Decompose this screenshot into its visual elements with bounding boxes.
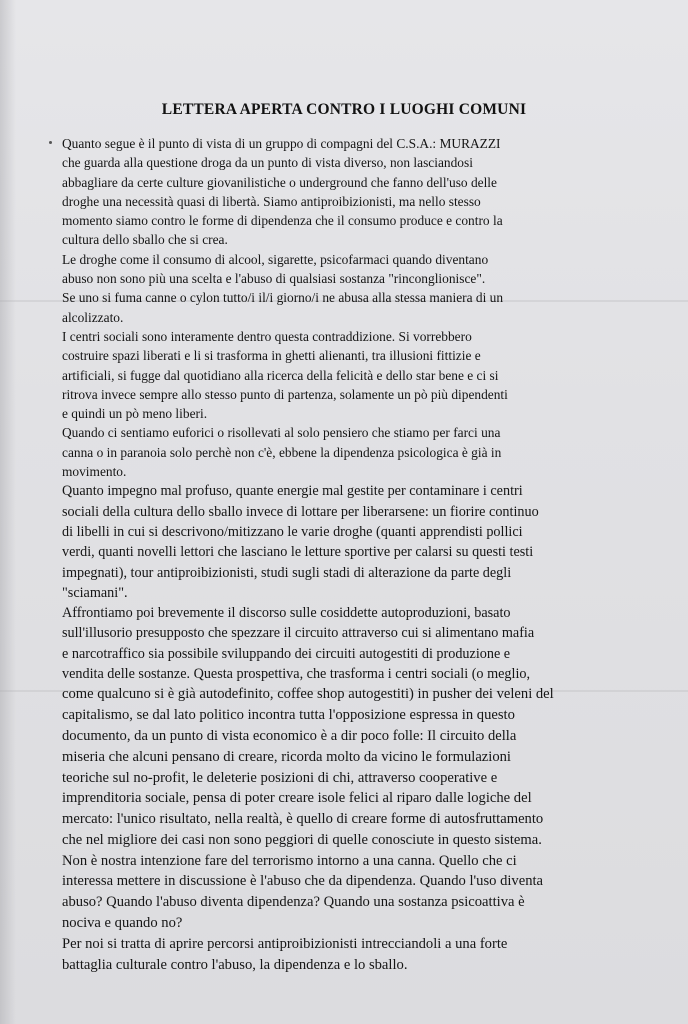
text-line: "sciamani".	[62, 584, 128, 601]
text-line: verdi, quanti novelli lettori che lasciano le letture sportive per calarsi su questi testi	[62, 544, 534, 561]
text-line: momento siamo contro le forme di dipendenza che il consumo produce e contro la	[62, 213, 503, 229]
text-line: teoriche sul no-profit, le deleterie posizioni di chi, attraverso cooperative e	[62, 769, 498, 786]
text-line: Per noi si tratta di aprire percorsi antiproibizionisti intrecciandoli a una forte	[62, 935, 508, 952]
text-line: battaglia culturale contro l'abuso, la dipendenza e lo sballo.	[62, 956, 408, 973]
text-line: I centri sociali sono interamente dentro questa contraddizione. Si vorrebbero	[62, 328, 472, 344]
text-line: imprenditoria sociale, pensa di poter creare isole felici al riparo dalle logiche del	[62, 790, 532, 807]
text-line: movimento.	[62, 464, 127, 480]
text-line: abbagliare da certe culture giovanilistiche o underground che fanno dell'uso delle	[62, 174, 497, 190]
letter-body	[62, 134, 652, 975]
text-line: nociva e quando no?	[62, 915, 183, 932]
text-line: che guarda alla questione droga da un punto di vista diverso, non lasciandosi	[62, 155, 473, 171]
text-line: Quanto segue è il punto di vista di un gruppo di compagni del C.S.A.: MURAZZI	[62, 136, 501, 151]
text-line: ritrova invece sempre allo stesso punto di partenza, solamente un pò più dipendenti	[62, 386, 508, 402]
text-line: mercato: l'unico risultato, nella realtà, è quello di creare forme di autosfruttamento	[62, 811, 544, 828]
text-line: e narcotraffico sia possibile sviluppando dei circuiti autogestiti di produzione e	[62, 645, 511, 662]
text-line: alcolizzato.	[62, 309, 124, 325]
text-line: costruire spazi liberati e li si trasforma in ghetti alienanti, tra illusioni fittizie e	[62, 348, 481, 364]
text-line: Quanto impegno mal profuso, quante energie mal gestite per contaminare i centri	[62, 483, 523, 500]
text-line: Se uno si fuma canne o cylon tutto/i il/i giorno/i ne abusa alla stessa maniera di un	[62, 290, 504, 306]
text-line: sull'illusorio presupposto che spezzare il circuito attraverso cui si alimentano mafia	[62, 625, 535, 642]
text-line: artificiali, si fugge dal quotidiano alla ricerca della felicità e dello star bene e ci si	[62, 367, 499, 383]
text-line: sociali della cultura dello sballo invece di lottare per liberarsene: un fiorire continuo	[62, 503, 539, 520]
document-title: LETTERA APERTA CONTRO I LUOGHI COMUNI	[161, 101, 527, 118]
text-line: cultura dello sballo che si crea.	[62, 232, 228, 248]
text-line: documento, da un punto di vista economico è a dir poco folle: Il circuito della	[62, 727, 517, 744]
text-line: Quando ci sentiamo euforici o risollevati al solo pensiero che stiamo per farci una	[62, 425, 501, 441]
text-line: interessa mettere in discussione è l'abuso che da dipendenza. Quando l'uso diventa	[62, 873, 544, 890]
text-line: capitalismo, se dal lato politico incontra tutta l'opposizione espressa in questo	[62, 707, 515, 724]
text-line: vendita delle sostanze. Questa prospettiva, che trasforma i centri sociali (o meglio,	[62, 666, 531, 683]
text-line: di libelli in cui si descrivono/mitizzano le varie droghe (quanti apprendisti pollici	[62, 523, 523, 540]
text-line: impegnati), tour antiproibizionisti, studi sugli stadi di alterazione da parte degli	[62, 564, 512, 581]
text-line: come qualcuno si è già autodefinito, coffee shop autogestiti) in pusher dei veleni del	[62, 686, 554, 703]
text-line: Affrontiamo poi brevemente il discorso sulle cosiddette autoproduzioni, basato	[62, 605, 511, 622]
text-line: miseria che alcuni pensano di creare, ricorda molto da vicino le formulazioni	[62, 748, 511, 765]
paper-edge-shadow	[0, 0, 16, 1024]
text-line: Non è nostra intenzione fare del terrorismo intorno a una canna. Quello che ci	[62, 852, 517, 869]
text-line: droghe una necessità quasi di libertà. Siamo antiproibizionisti, ma nello stesso	[62, 193, 481, 209]
text-line: e quindi un pò meno liberi.	[62, 406, 208, 422]
text-line: che nel migliore dei casi non sono peggiori di quelle conosciute in questo sistema.	[62, 831, 542, 848]
text-line: abuso? Quando l'abuso diventa dipendenza? Quando una sostanza psicoattiva è	[62, 894, 525, 911]
text-line: canna o in paranoia solo perchè non c'è, ebbene la dipendenza psicologica è già in	[62, 444, 502, 460]
margin-dot	[49, 141, 52, 144]
text-line: Le droghe come il consumo di alcool, sigarette, psicofarmaci quando diventano	[62, 251, 489, 267]
text-line: abuso non sono più una scelta e l'abuso di qualsiasi sostanza "rinconglionisce".	[62, 271, 486, 287]
